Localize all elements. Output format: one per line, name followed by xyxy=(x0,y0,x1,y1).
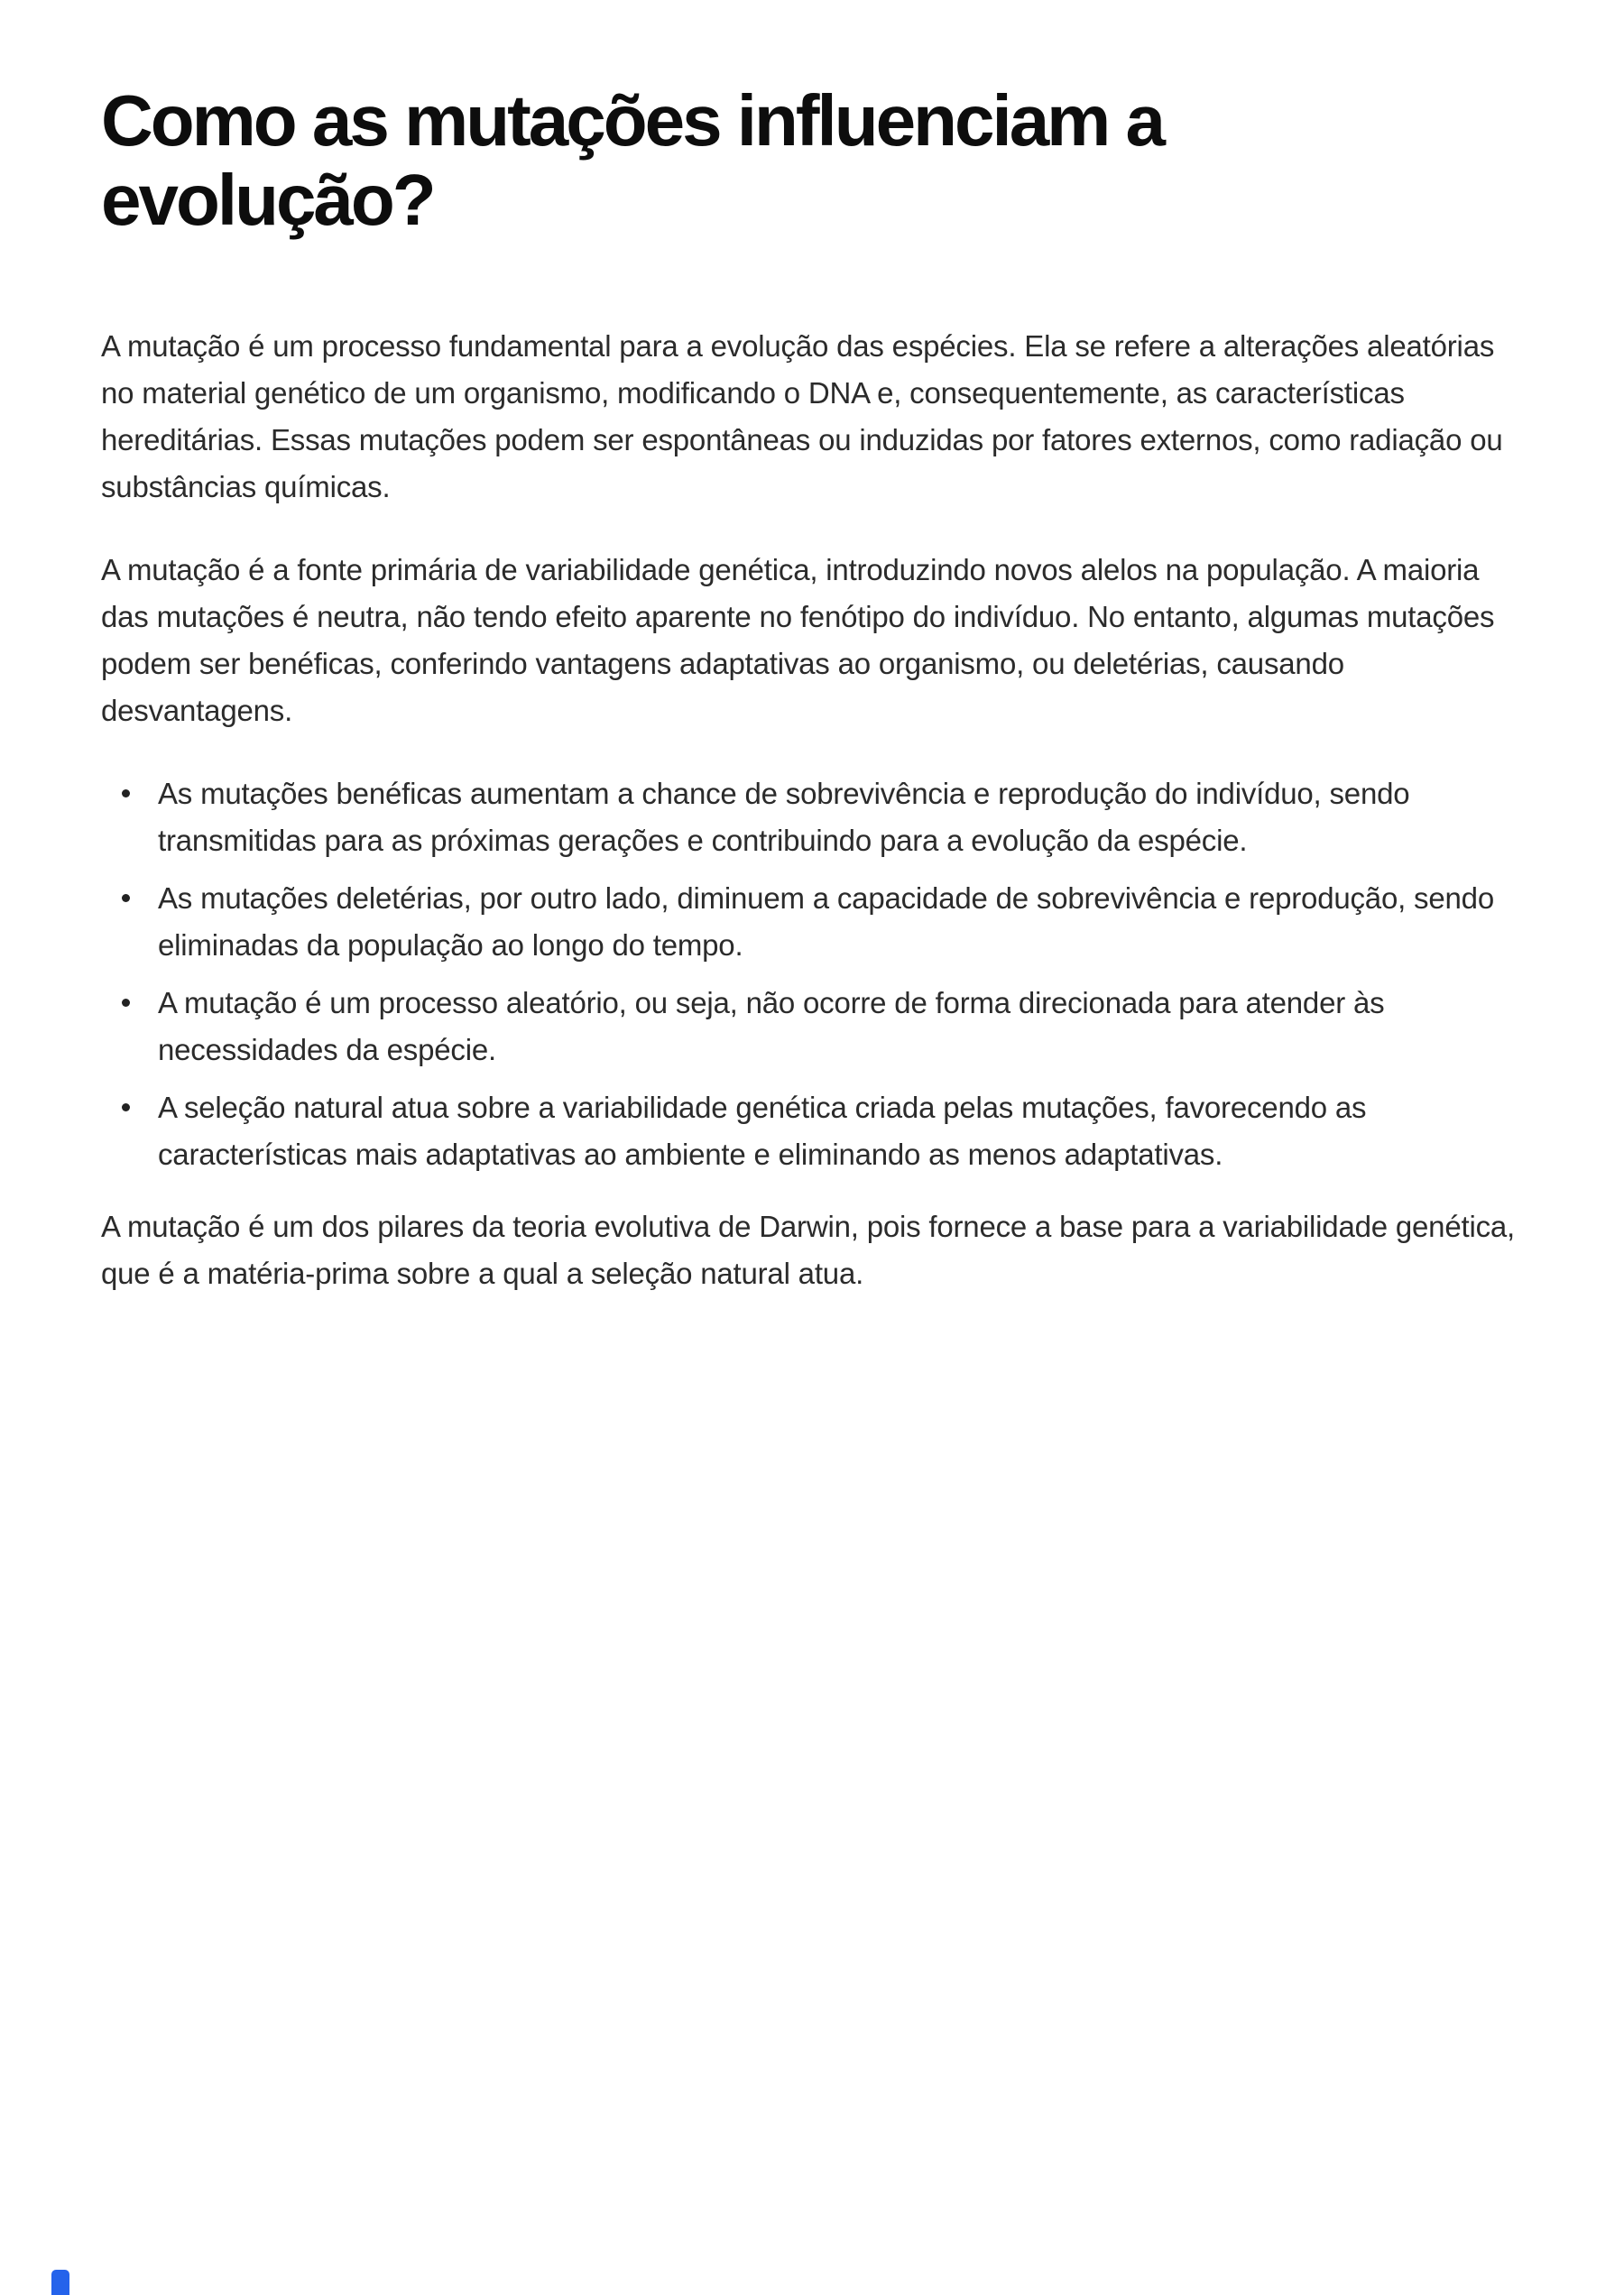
paragraph-genetic-variability: A mutação é a fonte primária de variabilidade genética, introduzindo novos alelos na população. A maioria das mutações é neutra, não tendo efeito aparente no fenótipo do indivíduo. No entanto, algumas mutações podem ser benéficas, conferindo vantagens adaptativas ao organismo, ou deletérias, causando desvantagens. xyxy=(101,553,1495,727)
footer-logo-mark-icon xyxy=(51,2270,69,2295)
paragraph-intro: A mutação é um processo fundamental para a evolução das espécies. Ela se refere a alterações aleatórias no material genético de um organismo, modificando o DNA e, consequentemente, as características hereditárias. Essas mutações podem ser espontâneas ou induzidas por fatores externos, como radiação ou substâncias químicas. xyxy=(101,329,1503,503)
paragraph-closing: A mutação é um dos pilares da teoria evolutiva de Darwin, pois fornece a base para a variabilidade genética, que é a matéria-prima sobre a qual a seleção natural atua. xyxy=(101,1210,1516,1290)
page-title: Como as mutações influenciam a evolução? xyxy=(101,80,1164,240)
list-item-beneficial-mutations: As mutações benéficas aumentam a chance de sobrevivência e reprodução do indivíduo, sendo transmitidas para as próximas gerações e contribuindo para a evolução da espécie. xyxy=(101,770,1523,864)
bullet-list xyxy=(101,770,1523,1178)
list-item-natural-selection: A seleção natural atua sobre a variabilidade genética criada pelas mutações, favorecendo as características mais adaptativas ao ambiente e eliminando as menos adaptativas. xyxy=(101,1084,1523,1178)
list-item-random-process: A mutação é um processo aleatório, ou seja, não ocorre de forma direcionada para atender às necessidades da espécie. xyxy=(101,980,1523,1074)
list-item-deleterious-mutations: As mutações deletérias, por outro lado, diminuem a capacidade de sobrevivência e reprodução, sendo eliminadas da população ao longo do tempo. xyxy=(101,875,1523,969)
